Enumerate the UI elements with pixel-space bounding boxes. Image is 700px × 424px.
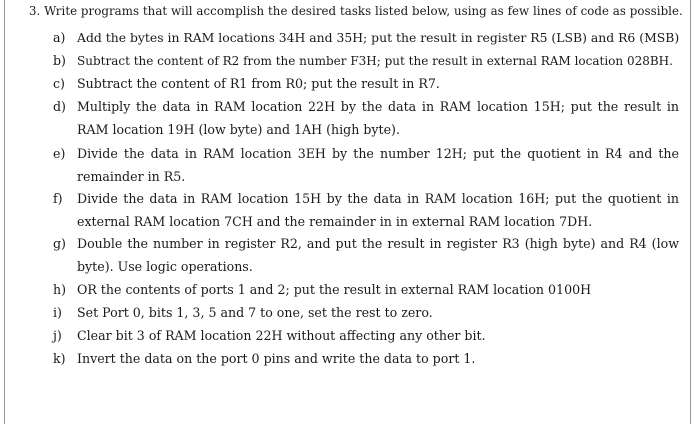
task-marker: f)	[53, 191, 63, 206]
task-marker: d)	[53, 99, 66, 114]
task-item-e	[53, 143, 679, 188]
task-text: Double the number in register R2, and put the result in register R3 (high byte) and R4 (low byte). Use logic operations.	[77, 236, 679, 274]
task-marker: k)	[53, 351, 66, 366]
task-item-c	[53, 73, 679, 96]
task-text: Invert the data on the port 0 pins and write the data to port 1.	[77, 351, 476, 366]
task-marker: i)	[53, 305, 62, 320]
task-text: Multiply the data in RAM location 22H by the data in RAM location 15H; put the result in RAM location 19H (low byte) and 1AH (high byte).	[77, 99, 679, 137]
task-text: OR the contents of ports 1 and 2; put the result in external RAM location 0100H	[77, 282, 592, 297]
task-marker: g)	[53, 236, 66, 251]
task-marker: h)	[53, 282, 67, 297]
task-text: Divide the data in RAM location 15H by the data in RAM location 16H; put the quotient in external RAM location 7CH and the remainder in in external RAM location 7DH.	[77, 191, 679, 229]
task-text: Subtract the content of R1 from R0; put the result in R7.	[77, 76, 440, 91]
task-text: Clear bit 3 of RAM location 22H without affecting any other bit.	[77, 328, 486, 343]
task-text: Subtract the content of R2 from the number F3H; put the result in external RAM location 028BH.	[77, 54, 673, 68]
task-item-d	[53, 96, 679, 141]
task-item-j	[53, 325, 679, 348]
task-marker: b)	[53, 53, 66, 68]
question-header: 3. Write programs that will accomplish the desired tasks listed below, using as few lines of code as possible.	[29, 4, 683, 18]
task-text: Set Port 0, bits 1, 3, 5 and 7 to one, set the rest to zero.	[77, 305, 433, 320]
task-item-g	[53, 233, 679, 278]
task-item-b	[53, 50, 679, 73]
task-marker: a)	[53, 30, 66, 45]
task-item-i	[53, 302, 679, 325]
task-marker: e)	[53, 146, 66, 161]
task-marker: j)	[53, 328, 62, 343]
task-item-a	[53, 27, 679, 50]
task-item-h	[53, 279, 679, 302]
task-text: Divide the data in RAM location 3EH by the number 12H; put the quotient in R4 and the remainder in R5.	[77, 146, 679, 184]
task-item-f	[53, 188, 679, 233]
document-page	[4, 0, 691, 424]
task-item-k	[53, 348, 679, 371]
task-text: Add the bytes in RAM locations 34H and 35H; put the result in register R5 (LSB) and R6 (MSB)	[77, 30, 680, 45]
task-marker: c)	[53, 76, 65, 91]
